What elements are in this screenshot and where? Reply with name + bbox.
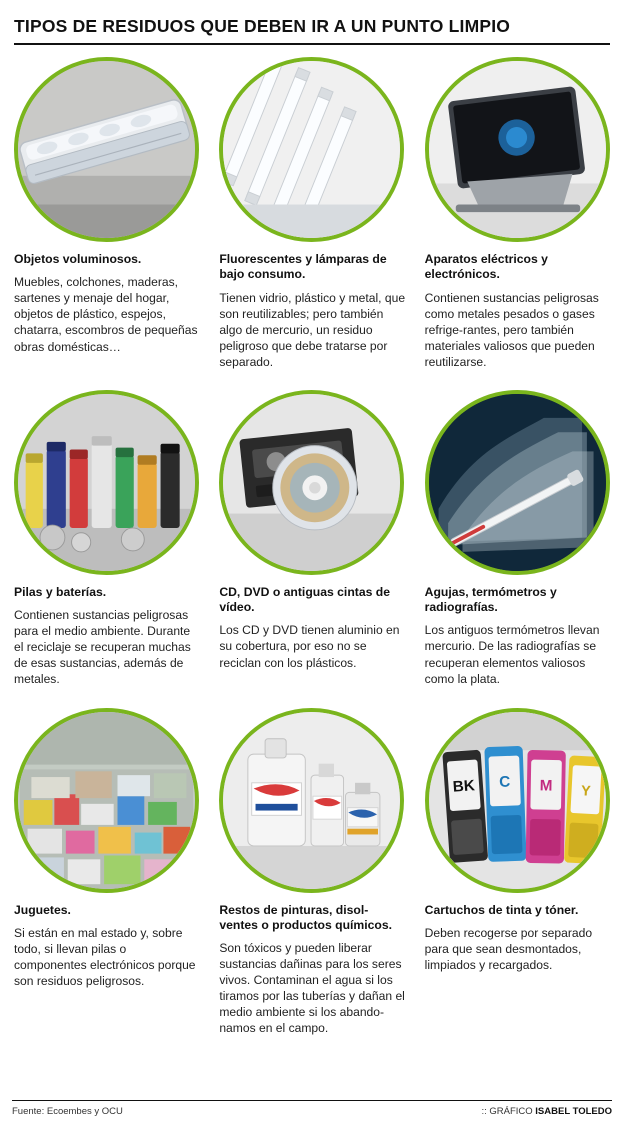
credit-prefix: :: GRÁFICO	[481, 1106, 533, 1117]
item-body: Muebles, colchones, maderas, sartenes y menaje del hogar, objetos de plástico, espejos, chatarra, escombros de pequeñas obras domésticas…	[14, 275, 198, 354]
svg-text:M: M	[539, 776, 553, 795]
credit-author: ISABEL TOLEDO	[535, 1106, 612, 1117]
item-title: Juguetes.	[14, 902, 71, 917]
tablet-device-icon	[425, 57, 610, 242]
paint-solvent-icon	[219, 708, 404, 893]
list-item	[217, 708, 406, 1037]
optical-disc-icon	[219, 390, 404, 575]
item-body: Si están en mal estado y, sobre todo, si llevan pilas o componentes electrónicos porque son residuos peligrosos.	[14, 925, 196, 989]
toys-illustration	[18, 712, 195, 889]
item-title: Cartuchos de tinta y tóner.	[424, 902, 579, 917]
item-title: Objetos voluminosos.	[14, 252, 142, 266]
item-title: Pilas y baterías.	[14, 584, 107, 599]
disc-illustration	[223, 394, 400, 571]
ink-cartridges-icon	[425, 708, 610, 893]
item-body: Los antiguos termómetros llevan mercurio. De las radiografías se recuperan elementos valiosos como la plata.	[424, 623, 600, 686]
svg-text:C: C	[498, 773, 511, 791]
item-body: Deben recogerse por separado para que sean desmontados, limpiados y recargados.	[424, 925, 593, 972]
fluorescent-tubes-icon	[219, 57, 404, 242]
tablet-illustration	[429, 61, 606, 238]
item-body: Los CD y DVD tienen aluminio en su cobertura, por eso no se reciclan con los plásticos.	[219, 623, 400, 670]
list-item	[217, 57, 406, 386]
list-item	[12, 390, 201, 704]
item-title: Fluorescentes y lámparas de bajo consumo.	[219, 252, 387, 282]
fluorescent-illustration	[223, 61, 400, 238]
list-item	[12, 708, 201, 1037]
item-title: Aparatos eléctricos y electrónicos.	[424, 252, 548, 282]
list-item	[423, 708, 612, 1037]
source-text: Fuente: Ecoembes y OCU	[12, 1106, 123, 1117]
credit	[481, 1106, 612, 1117]
waste-type-grid	[12, 57, 612, 1037]
item-body: Contienen sustancias peligrosas como metales pesados o gases refrige-rantes, pero también materiales valiosos que pueden reutilizarse.	[424, 290, 599, 369]
xray-illustration	[429, 394, 606, 571]
page-title: TIPOS DE RESIDUOS QUE DEBEN IR A UN PUNTO LIMPIO	[14, 16, 511, 36]
mattress-illustration	[18, 61, 195, 238]
item-body: Son tóxicos y pueden liberar sustancias dañinas para los seres vivos. Contaminan el agua si los tiramos por las tuberías y dañan el medio ambiente si los abando-namos en el campo.	[219, 941, 405, 1036]
list-item	[12, 57, 201, 386]
list-item	[217, 390, 406, 704]
item-title: Restos de pinturas, disol-ventes o productos químicos.	[219, 902, 393, 932]
batteries-icon	[14, 390, 199, 575]
list-item	[423, 57, 612, 386]
item-title: CD, DVD o antiguas cintas de vídeo.	[219, 584, 390, 615]
paint-illustration	[223, 712, 400, 889]
batteries-illustration	[18, 394, 195, 571]
toys-pile-icon	[14, 708, 199, 893]
svg-text:Y: Y	[580, 782, 591, 800]
item-body: Contienen sustancias peligrosas para el medio ambiente. Durante el reciclaje se recuperan muchas de esas sustancias, además de metales.	[14, 608, 191, 687]
item-title: Agujas, termómetros y radiografías.	[424, 584, 557, 615]
cartridges-illustration	[429, 712, 606, 889]
xray-thermometer-icon	[425, 390, 610, 575]
mattress-icon	[14, 57, 199, 242]
title-divider	[14, 43, 610, 45]
list-item	[423, 390, 612, 704]
item-body: Tienen vidrio, plástico y metal, que son reutilizables; pero también algo de mercurio, un residuo peligroso que debe tratarse por separado.	[219, 290, 406, 369]
footer	[12, 1100, 612, 1117]
svg-text:BK: BK	[452, 776, 476, 796]
